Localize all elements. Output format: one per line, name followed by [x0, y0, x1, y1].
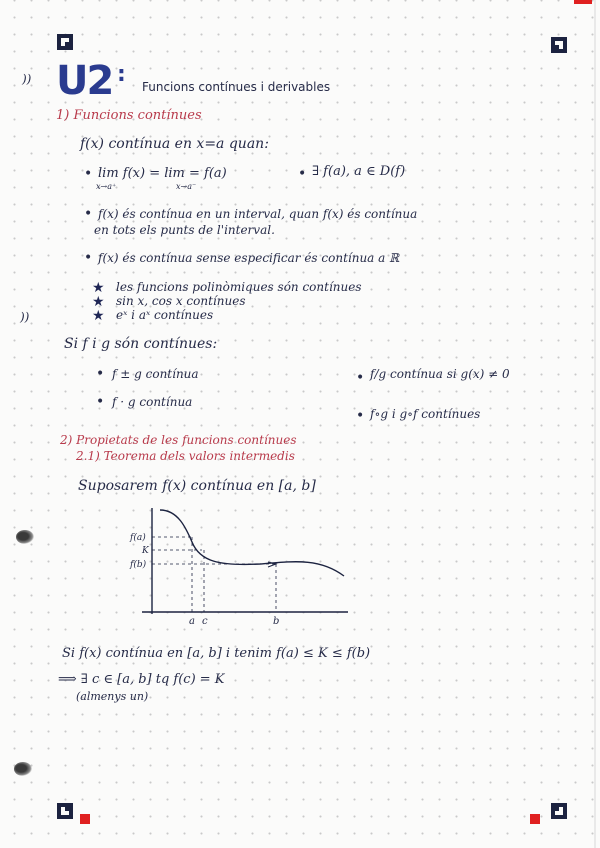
sum-continuity: f ± g contínua	[112, 367, 199, 381]
label-fa: f(a)	[130, 533, 146, 543]
star-icon: ★	[92, 280, 105, 296]
bullet: •	[356, 370, 365, 386]
interval-definition-line1: f(x) és contínua en un interval, quan f(x) és contínua	[98, 207, 418, 221]
function-curve	[160, 510, 344, 576]
page-title: Funcions contínues i derivables	[142, 80, 331, 94]
bullet: •	[96, 394, 105, 410]
continuity-on-reals: f(x) és contínua sense especificar és contínua a ℝ	[98, 251, 400, 265]
existence-condition: ∃ f(a), a ∈ D(f)	[312, 164, 406, 179]
theorem-note: (almenys un)	[76, 690, 149, 703]
label-a: a	[189, 616, 195, 627]
product-continuity: f · g contínua	[112, 395, 193, 409]
star-icon: ★	[92, 308, 105, 324]
limit-subscript: x→a⁻	[176, 182, 197, 191]
star-note: les funcions polinòmiques són contínues	[116, 280, 362, 294]
definition-intro: f(x) contínua en x=a quan:	[80, 136, 269, 152]
interval-definition-line2: en tots els punts de l'interval.	[94, 223, 275, 237]
bullet: •	[84, 206, 93, 222]
label-c: c	[202, 616, 208, 627]
red-marker-right	[530, 814, 540, 824]
page-edge	[594, 0, 596, 848]
corner-marker-bottom-right	[550, 802, 568, 820]
corner-marker-bottom-left	[56, 802, 74, 820]
star-icon: ★	[92, 294, 105, 310]
binder-hole	[16, 530, 34, 544]
ivt-graph	[120, 500, 360, 640]
corner-marker-top-left	[56, 33, 74, 51]
binder-hole	[14, 762, 32, 776]
composition-continuity: f∘g i g∘f contínues	[370, 407, 481, 421]
unit-number: U2	[56, 58, 113, 104]
red-marker-top	[574, 0, 592, 4]
theorem-conclusion: ⟹ ∃ c ∈ [a, b] tq f(c) = K	[58, 672, 225, 687]
red-marker-left	[80, 814, 90, 824]
theorem-statement: Si f(x) contínua en [a, b] i tenim f(a) ≤ K ≤ f(b)	[62, 646, 371, 661]
bullet: •	[84, 250, 93, 266]
star-note: eˣ i aˣ contínues	[116, 308, 214, 322]
corner-marker-top-right	[550, 36, 568, 54]
bullet: •	[96, 366, 105, 382]
title-colon: :	[117, 62, 126, 87]
label-fb: f(b)	[130, 560, 147, 570]
hypothesis: Suposarem f(x) contínua en [a, b]	[78, 478, 316, 494]
limit-expression: lim f(x) = lim = f(a)	[98, 166, 227, 181]
limit-subscript: x→a⁺	[96, 182, 117, 191]
subsection-heading: 2.1) Teorema dels valors intermedis	[76, 449, 295, 463]
label-k: K	[142, 546, 149, 556]
operations-intro: Si f i g són contínues:	[64, 336, 218, 352]
quotient-continuity: f/g contínua si g(x) ≠ 0	[370, 367, 510, 381]
section-heading: 2) Propietats de les funcions contínues	[60, 433, 297, 447]
star-note: sin x, cos x contínues	[116, 294, 246, 308]
margin-mark: ))	[22, 72, 32, 86]
bullet: •	[84, 166, 93, 182]
bullet: •	[298, 166, 307, 182]
section-heading: 1) Funcions contínues	[56, 108, 202, 123]
margin-mark: ))	[20, 310, 30, 324]
label-b: b	[273, 616, 280, 627]
bullet: •	[356, 408, 365, 424]
